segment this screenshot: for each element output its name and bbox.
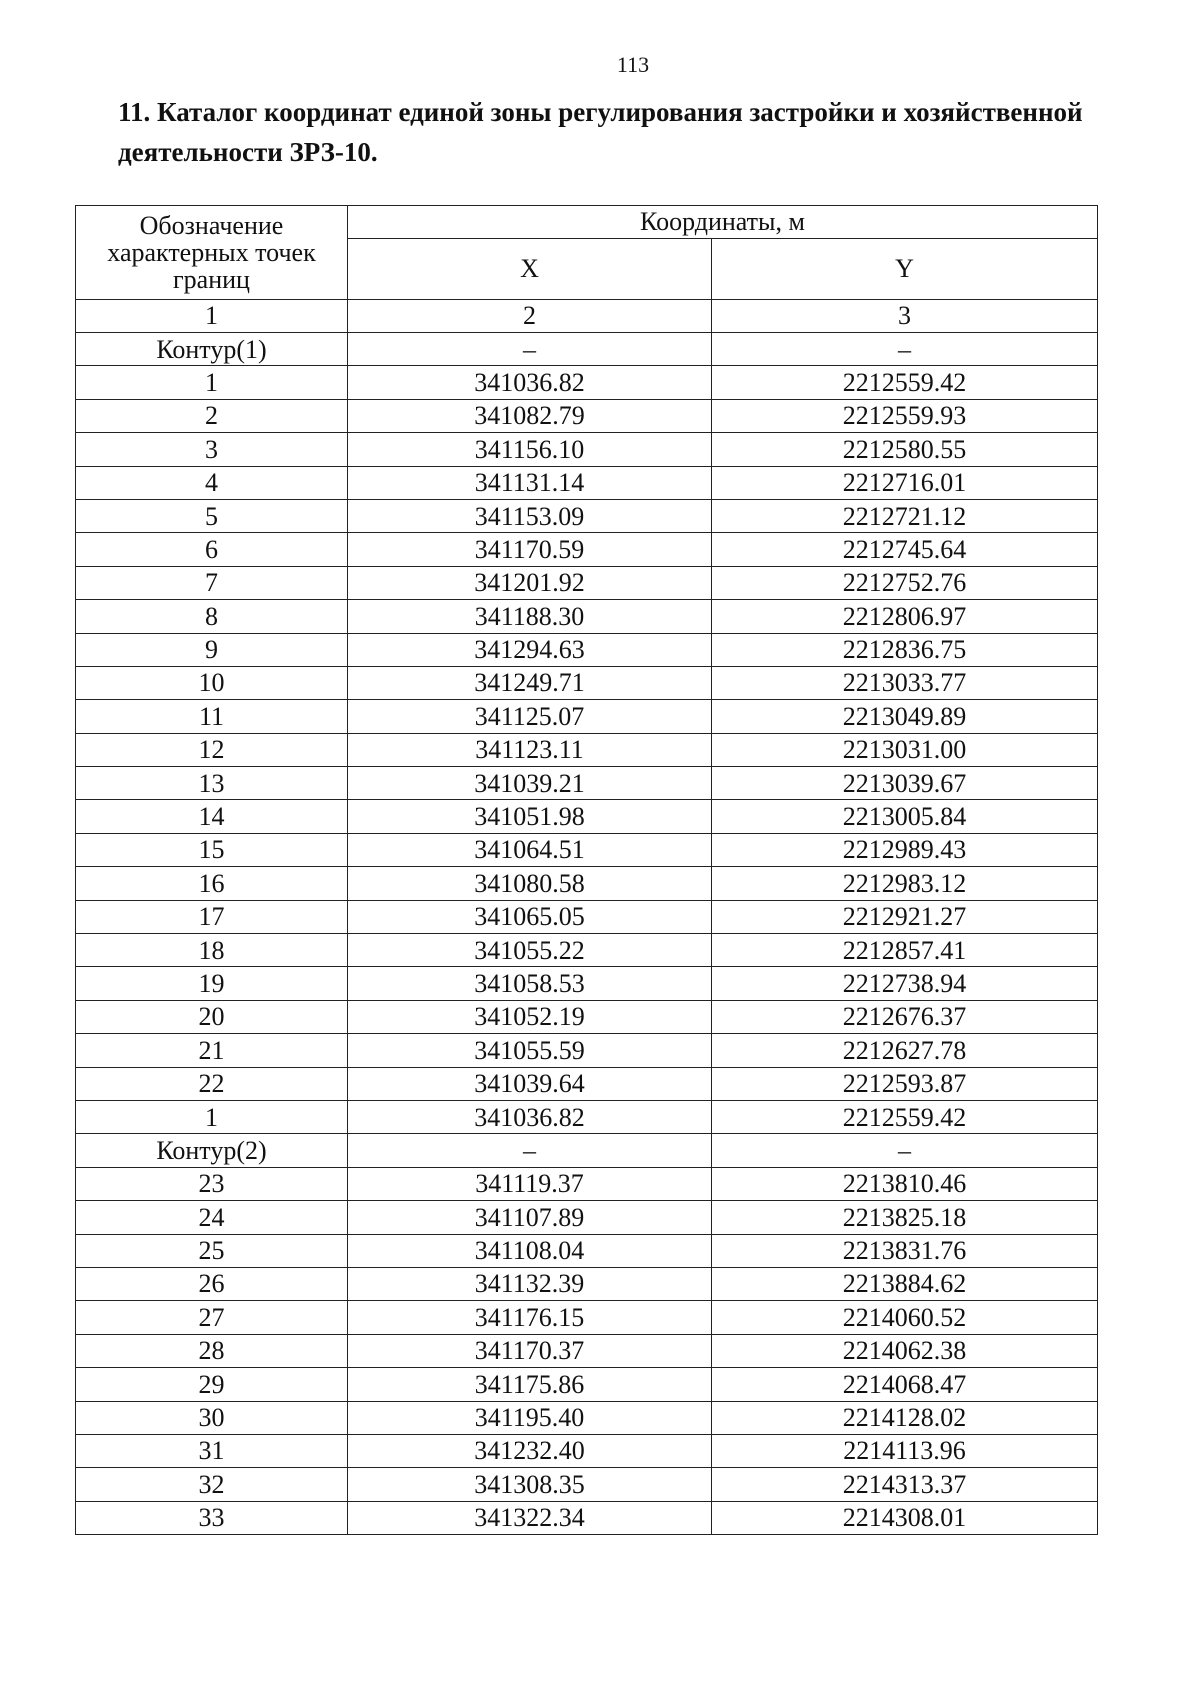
y-cell: 2212716.01	[712, 466, 1098, 499]
header-x: X	[348, 239, 712, 300]
y-cell: 2212857.41	[712, 934, 1098, 967]
y-cell: 2212752.76	[712, 566, 1098, 599]
point-cell: 24	[76, 1201, 348, 1234]
table-row	[76, 1301, 1098, 1334]
y-cell: –	[712, 1134, 1098, 1167]
page-number: 113	[616, 52, 650, 77]
table-row	[76, 767, 1098, 800]
y-cell: 2213033.77	[712, 666, 1098, 699]
column-number: 1	[76, 300, 348, 333]
table-row	[76, 499, 1098, 532]
table-row	[76, 566, 1098, 599]
point-cell: 10	[76, 666, 348, 699]
point-cell: 23	[76, 1167, 348, 1200]
table-row	[76, 1201, 1098, 1234]
point-cell: 28	[76, 1334, 348, 1367]
table-row	[76, 1401, 1098, 1434]
table-row	[76, 1434, 1098, 1467]
y-cell: 2214060.52	[712, 1301, 1098, 1334]
table-row	[76, 333, 1098, 366]
table-row	[76, 666, 1098, 699]
x-cell: 341131.14	[348, 466, 712, 499]
x-cell: 341156.10	[348, 433, 712, 466]
table-row	[76, 1067, 1098, 1100]
point-cell: 17	[76, 900, 348, 933]
y-cell: 2214113.96	[712, 1434, 1098, 1467]
point-cell: 7	[76, 566, 348, 599]
table-row	[76, 833, 1098, 866]
point-cell: 31	[76, 1434, 348, 1467]
table-row	[76, 533, 1098, 566]
point-cell: 8	[76, 600, 348, 633]
y-cell: 2214308.01	[712, 1501, 1098, 1534]
point-cell: 25	[76, 1234, 348, 1267]
x-cell: 341132.39	[348, 1267, 712, 1300]
table-row	[76, 399, 1098, 432]
header-y: Y	[712, 239, 1098, 300]
y-cell: 2212721.12	[712, 499, 1098, 532]
point-cell: 21	[76, 1034, 348, 1067]
table-row	[76, 466, 1098, 499]
y-cell: 2212559.93	[712, 399, 1098, 432]
y-cell: 2213884.62	[712, 1267, 1098, 1300]
header-coordinates: Координаты, м	[348, 206, 1098, 239]
table-row	[76, 1368, 1098, 1401]
table-row	[76, 1134, 1098, 1167]
x-cell: 341065.05	[348, 900, 712, 933]
y-cell: 2213831.76	[712, 1234, 1098, 1267]
x-cell: 341039.21	[348, 767, 712, 800]
table-row	[76, 700, 1098, 733]
y-cell: 2212738.94	[712, 967, 1098, 1000]
y-cell: 2212983.12	[712, 867, 1098, 900]
table-row	[76, 600, 1098, 633]
point-cell: Контур(1)	[76, 333, 348, 366]
x-cell: 341249.71	[348, 666, 712, 699]
x-cell: 341051.98	[348, 800, 712, 833]
y-cell: 2214068.47	[712, 1368, 1098, 1401]
x-cell: 341058.53	[348, 967, 712, 1000]
table-row	[76, 1000, 1098, 1033]
x-cell: 341170.37	[348, 1334, 712, 1367]
header-point-designation: Обозначение характерных точек границ	[76, 206, 348, 300]
table-row	[76, 900, 1098, 933]
x-cell: 341052.19	[348, 1000, 712, 1033]
table-row	[76, 1468, 1098, 1501]
y-cell: 2212745.64	[712, 533, 1098, 566]
x-cell: 341119.37	[348, 1167, 712, 1200]
point-cell: 4	[76, 466, 348, 499]
x-cell: 341064.51	[348, 833, 712, 866]
point-cell: 27	[76, 1301, 348, 1334]
point-cell: 33	[76, 1501, 348, 1534]
y-cell: 2212559.42	[712, 1100, 1098, 1133]
table-row	[76, 1334, 1098, 1367]
x-cell: 341176.15	[348, 1301, 712, 1334]
table-row	[76, 1234, 1098, 1267]
table-row	[76, 733, 1098, 766]
x-cell: 341322.34	[348, 1501, 712, 1534]
point-cell: 22	[76, 1067, 348, 1100]
table-row	[76, 1100, 1098, 1133]
y-cell: 2212627.78	[712, 1034, 1098, 1067]
y-cell: 2212559.42	[712, 366, 1098, 399]
table-row	[76, 867, 1098, 900]
table-row	[76, 633, 1098, 666]
y-cell: 2213031.00	[712, 733, 1098, 766]
point-cell: 20	[76, 1000, 348, 1033]
x-cell: 341036.82	[348, 1100, 712, 1133]
y-cell: 2213005.84	[712, 800, 1098, 833]
point-cell: 18	[76, 934, 348, 967]
point-cell: 11	[76, 700, 348, 733]
point-cell: 19	[76, 967, 348, 1000]
table-row	[76, 800, 1098, 833]
section-heading: 11. Каталог координат единой зоны регулирования застройки и хозяйственной деятельности ЗРЗ-10.	[118, 97, 1083, 167]
table-row	[76, 1034, 1098, 1067]
x-cell: 341107.89	[348, 1201, 712, 1234]
table-row	[76, 1267, 1098, 1300]
y-cell: 2212921.27	[712, 900, 1098, 933]
point-cell: 6	[76, 533, 348, 566]
x-cell: 341232.40	[348, 1434, 712, 1467]
y-cell: 2212676.37	[712, 1000, 1098, 1033]
header-row	[76, 206, 1098, 239]
x-cell: 341123.11	[348, 733, 712, 766]
table-row	[76, 1501, 1098, 1534]
y-cell: 2213825.18	[712, 1201, 1098, 1234]
y-cell: 2212989.43	[712, 833, 1098, 866]
point-cell: 32	[76, 1468, 348, 1501]
point-cell: 1	[76, 366, 348, 399]
point-cell: 16	[76, 867, 348, 900]
table-row	[76, 967, 1098, 1000]
point-cell: 12	[76, 733, 348, 766]
table-row	[76, 366, 1098, 399]
x-cell: 341195.40	[348, 1401, 712, 1434]
x-cell: 341055.22	[348, 934, 712, 967]
x-cell: –	[348, 1134, 712, 1167]
x-cell: 341201.92	[348, 566, 712, 599]
x-cell: –	[348, 333, 712, 366]
table-row	[76, 1167, 1098, 1200]
point-cell: 9	[76, 633, 348, 666]
point-cell: 2	[76, 399, 348, 432]
x-cell: 341308.35	[348, 1468, 712, 1501]
x-cell: 341175.86	[348, 1368, 712, 1401]
point-cell: 13	[76, 767, 348, 800]
x-cell: 341188.30	[348, 600, 712, 633]
point-cell: 14	[76, 800, 348, 833]
y-cell: 2212580.55	[712, 433, 1098, 466]
y-cell: 2212836.75	[712, 633, 1098, 666]
x-cell: 341055.59	[348, 1034, 712, 1067]
table-row	[76, 433, 1098, 466]
point-cell: 26	[76, 1267, 348, 1300]
column-number: 2	[348, 300, 712, 333]
x-cell: 341082.79	[348, 399, 712, 432]
point-cell: 30	[76, 1401, 348, 1434]
y-cell: 2212806.97	[712, 600, 1098, 633]
x-cell: 341170.59	[348, 533, 712, 566]
x-cell: 341108.04	[348, 1234, 712, 1267]
point-cell: 29	[76, 1368, 348, 1401]
point-cell: 5	[76, 499, 348, 532]
x-cell: 341036.82	[348, 366, 712, 399]
point-cell: 3	[76, 433, 348, 466]
column-number-row	[76, 300, 1098, 333]
column-number: 3	[712, 300, 1098, 333]
point-cell: Контур(2)	[76, 1134, 348, 1167]
y-cell: 2214062.38	[712, 1334, 1098, 1367]
y-cell: –	[712, 333, 1098, 366]
point-cell: 15	[76, 833, 348, 866]
y-cell: 2213810.46	[712, 1167, 1098, 1200]
y-cell: 2214313.37	[712, 1468, 1098, 1501]
y-cell: 2212593.87	[712, 1067, 1098, 1100]
x-cell: 341080.58	[348, 867, 712, 900]
x-cell: 341153.09	[348, 499, 712, 532]
y-cell: 2214128.02	[712, 1401, 1098, 1434]
y-cell: 2213039.67	[712, 767, 1098, 800]
x-cell: 341125.07	[348, 700, 712, 733]
y-cell: 2213049.89	[712, 700, 1098, 733]
x-cell: 341294.63	[348, 633, 712, 666]
x-cell: 341039.64	[348, 1067, 712, 1100]
coordinates-table	[75, 205, 1098, 1535]
table-row	[76, 934, 1098, 967]
point-cell: 1	[76, 1100, 348, 1133]
